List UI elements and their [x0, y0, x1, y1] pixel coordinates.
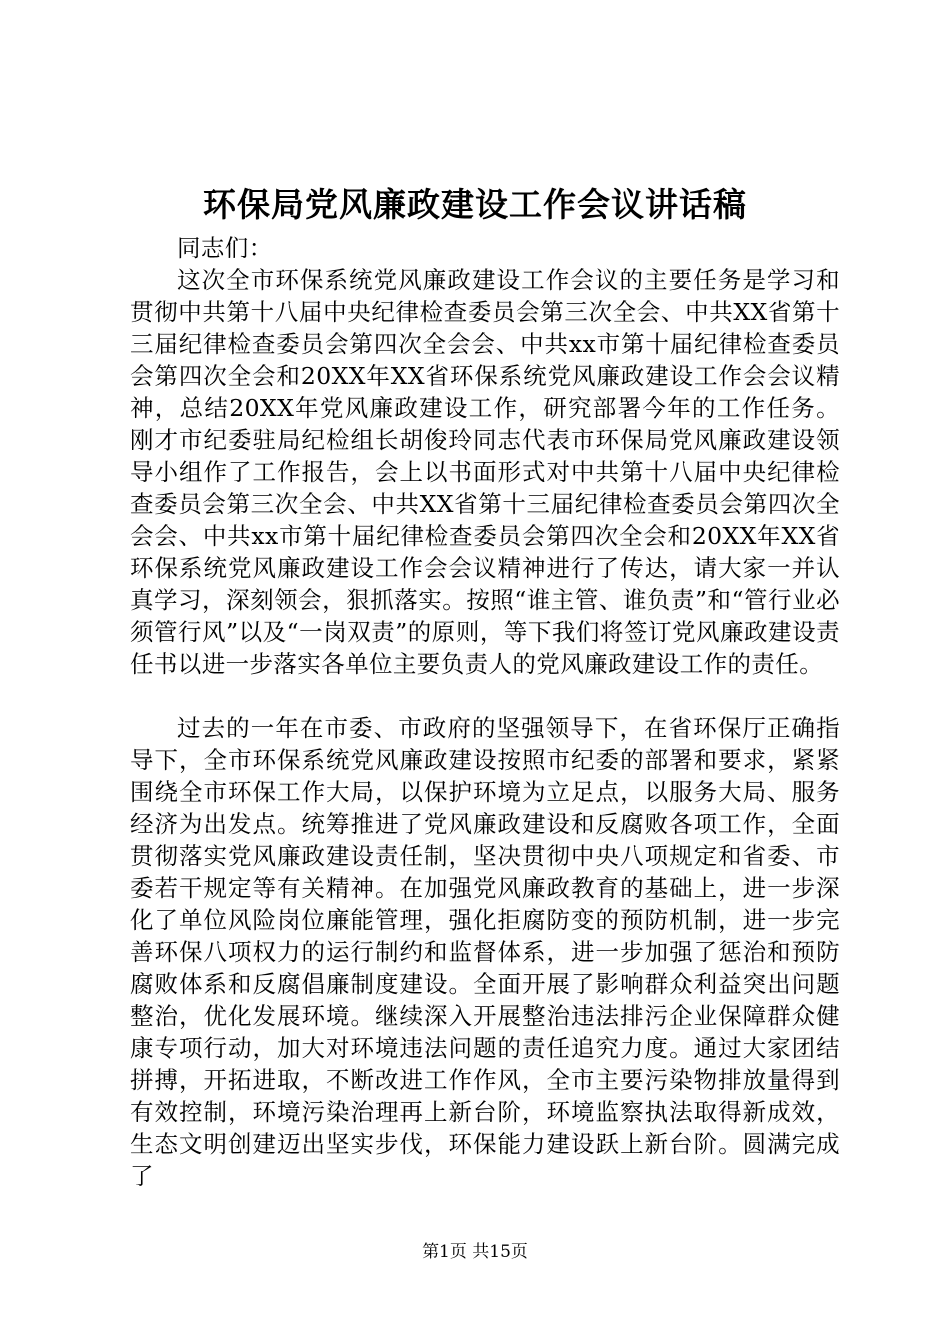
paragraph-spacer — [130, 680, 840, 712]
salutation: 同志们： — [177, 234, 273, 262]
document-body — [130, 232, 840, 1192]
page-title: 环保局党风廉政建设工作会议讲话稿 — [203, 185, 747, 224]
page-number: 第1页 共15页 — [422, 1242, 528, 1262]
paragraph: 过去的一年在市委、市政府的坚强领导下，在省环保厅正确指导下，全市环保系统党风廉政建设按照市纪委的部署和要求，紧紧围绕全市环保工作大局，以保护环境为立足点，以服务大局、服务经济为出发点。统筹推进了党风廉政建设和反腐败各项工作，全面贯彻落实党风廉政建设责任制，坚决贯彻中央八项规定和省委、市委若干规定等有关精神。在加强党风廉政教育的基础上，进一步深化了单位风险岗位廉能管理，强化拒腐防变的预防机制，进一步完善环保八项权力的运行制约和监督体系，进一步加强了惩治和预防腐败体系和反腐倡廉制度建设。全面开展了影响群众利益突出问题整治，优化发展环境。继续深入开展整治违法排污企业保障群众健康专项行动，加大对环境违法问题的责任追究力度。通过大家团结拼搏，开拓进取，不断改进工作作风，全市主要污染物排放量得到有效控制，环境污染治理再上新台阶，环境监察执法取得新成效，生态文明创建迈出坚实步伐，环保能力建设跃上新台阶。圆满完成了 — [130, 714, 840, 1190]
paragraph: 这次全市环保系统党风廉政建设工作会议的主要任务是学习和贯彻中共第十八届中央纪律检查委员会第三次全会、中共XX省第十三届纪律检查委员会第四次全会会、中共xx市第十届纪律检查委员会第四次全会和20XX年XX省环保系统党风廉政建设工作会会议精神，总结20XX年党风廉政建设工作，研究部署今年的工作任务。刚才市纪委驻局纪检组长胡俊玲同志代表市环保局党风廉政建设领导小组作了工作报告，会上以书面形式对中共第十八届中央纪律检查委员会第三次全会、中共XX省第十三届纪律检查委员会第四次全会会、中共xx市第十届纪律检查委员会第四次全会和20XX年XX省环保系统党风廉政建设工作会会议精神进行了传达，请大家一并认真学习，深刻领会，狠抓落实。按照“谁主管、谁负责”和“管行业必须管行风”以及“一岗双责”的原则，等下我们将签订党风廉政建设责任书以进一步落实各单位主要负责人的党风廉政建设工作的责任。 — [130, 266, 840, 678]
